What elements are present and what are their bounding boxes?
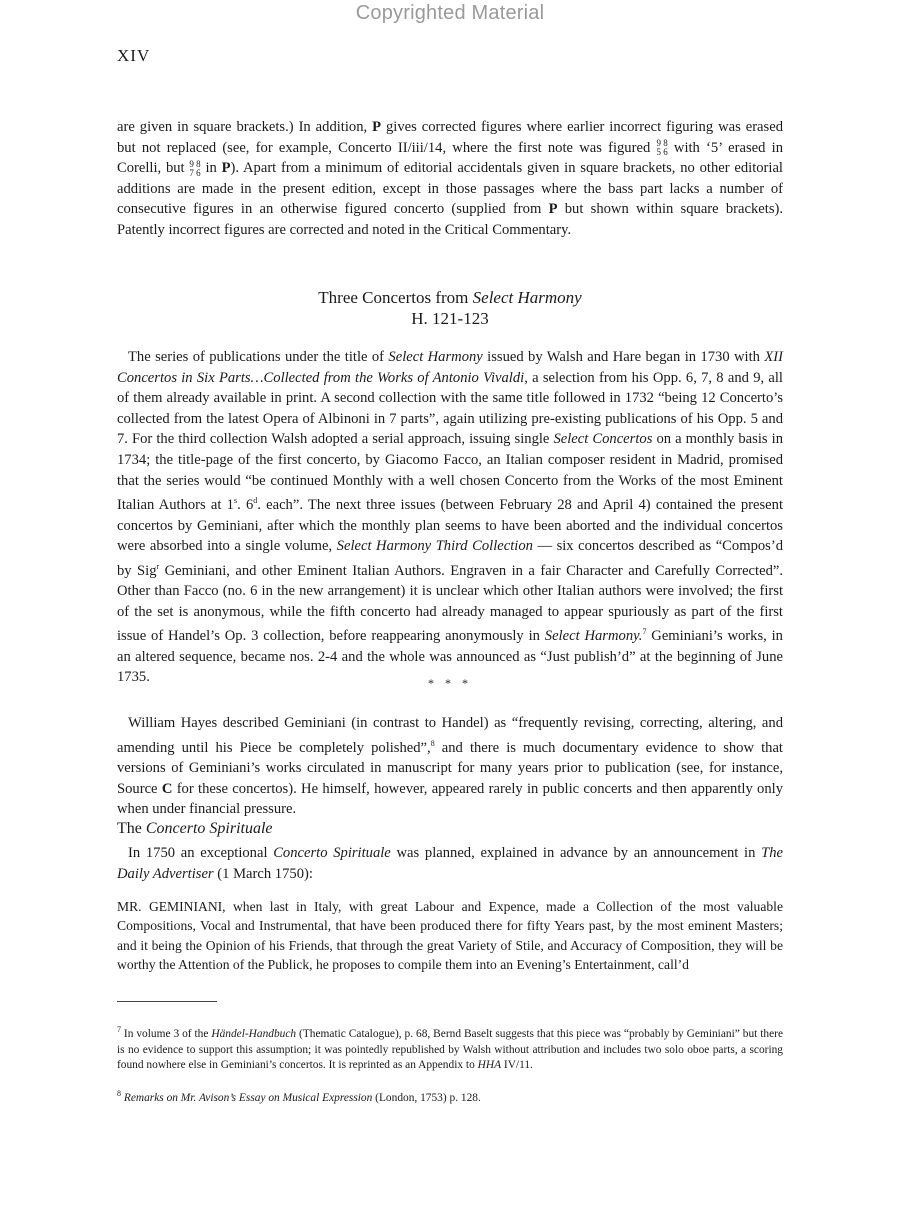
section-heading: Three Concertos from Select Harmony	[318, 288, 582, 307]
page-number: XIV	[117, 46, 151, 65]
footnote-divider	[117, 1001, 217, 1002]
concerto-spirituale-heading: The Concerto Spirituale	[117, 820, 273, 837]
intro-paragraph: are given in square brackets.) In addition, P gives corrected figures where earlier incorrect figuring was erased but not replaced (see, for example, Concerto II/iii/14, where the first note was figured 9 8 5 6 with ‘5’ erased in Corelli, but 9 8 7 6 in P). Apart from a minimum of editorial accidentals given in square brackets, no other editorial additions are made in the present edition, except in those passages where the bass part lacks a number of consecutive figures in an otherwise figured concerto (supplied from P but shown within square brackets). Patently incorrect figures are corrected and noted in the Critical Commentary.	[117, 119, 784, 238]
figured-bass-figure: 9 8 7 6	[189, 158, 201, 178]
hayes-paragraph: William Hayes described Geminiani (in contrast to Handel) as “frequently revising, correcting, altering, and amending until his Piece be completely polished”,$^8$ and there is much documentary evidence to show that versions of Geminiani’s works circulated in manuscript for many years prior to publication (see, for instance, Source C for these concertos). He himself, however, appeared rarely in public concerts and then apparently only when under financial pressure.	[117, 715, 783, 818]
select-harmony-paragraph: The series of publications under the title of Select Harmony issued by Walsh and Hare began in 1730 with XII Concertos in Six Parts…Collected from the Works of Antonio Vivaldi, a selection from his Opp. 6, 7, 8 and 9, all of them already available in print. A second collection with the same title followed in 1732 “being 12 Concerto’s collected from the latest Opera of Albinoni in 7 parts”, again utilizing pre-existing publications of his Opp. 5 and 7. For the third collection Walsh adopted a serial approach, issuing single Select Concertos on a monthly basis in 1734; the title-page of the first concerto, by Giacomo Facco, an Italian composer resident in Madrid, promised that the series would “be continued Monthly with a well chosen Concerto from the Works of the most Eminent Italian Authors at 1$^s$. 6$^d$. each”. The next three issues (between February 28 and April 4) contained the present concertos by Geminiani, after which the monthly plan seems to have been aborted and the individual concertos were absorbed into a single volume, Select Harmony Third Collection — six concertos described as “Compos’d by Sig$^r$ Geminiani, and other Eminent Italian Authors. Engraven in a fair Character and Carefully Corrected”. Other than Facco (no. 6 in the new arrangement) it is unclear which other Italian authors were involved; the first of the set is anonymous, while the fifth concerto had already managed to appear spuriously as part of the first issue of Handel’s Op. 3 collection, before reappearing anonymously in Select Harmony.$^7$ Geminiani’s works, in an altered sequence, became nos. 2-4 and the whole was announced as “Just publish’d” at the beginning of June 1735.	[117, 349, 784, 686]
figured-bass-figure: 9 8 5 6	[656, 138, 668, 158]
footnote-7: $^7$ In volume 3 of the Händel-Handbuch (Thematic Catalogue), p. 68, Bernd Baselt suggests that this piece was “probably by Geminiani” but there is no evidence to support this assumption; it was pointedly republished by Walsh without attribution and includes two solo oboe parts, a scoring found nowhere else in Geminiani’s concertos. It is reprinted as an Appendix to HHA IV/11.	[117, 1025, 783, 1072]
advertisement-quote: MR. GEMINIANI, when last in Italy, with great Labour and Expence, made a Collection of the most valuable Compositions, Vocal and Instrumental, that have been produced there for fifty Years past, by the most eminent Masters; and it being the Opinion of his Friends, that through the great Variety of Stile, and Accuracy of Composition, they will be worthy the Attention of the Publick, he proposes to compile them into an Evening’s Entertainment, call’d	[117, 899, 783, 973]
footnote-8: $^8$ Remarks on Mr. Avison’s Essay on Musical Expression (London, 1753) p. 128.	[117, 1089, 481, 1104]
section-separator: * * *	[428, 676, 472, 690]
concerto-spirituale-paragraph: In 1750 an exceptional Concerto Spirituale was planned, explained in advance by an announcement in The Daily Advertiser (1 March 1750):	[117, 845, 783, 882]
copyright-watermark: Copyrighted Material	[355, 2, 545, 24]
section-subheading: H. 121-123	[411, 309, 489, 328]
